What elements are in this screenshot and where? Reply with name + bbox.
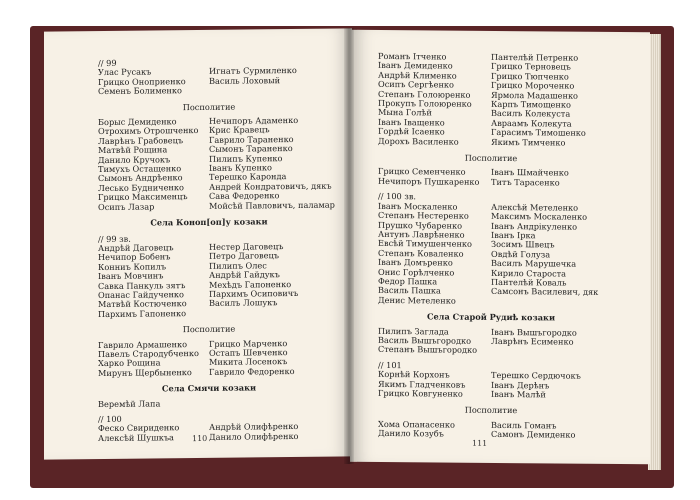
name-entry: Степанъ Вышъгородко: [378, 344, 478, 356]
name-columns: [378, 326, 604, 356]
name-column-right: [209, 66, 320, 95]
name-entry: Нестер Даговецъ: [209, 241, 284, 252]
name-entry: Авраамъ Колекута: [491, 117, 572, 129]
name-entry: Остапъ Шевченко: [209, 347, 288, 358]
name-column-left: [98, 243, 209, 319]
name-column-right: [209, 397, 320, 408]
subsection-heading: Посполитие: [182, 323, 236, 335]
name-entry: Грицко Терновецъ: [491, 61, 571, 73]
section-heading: Села Старой Рудиѣ козаки: [426, 311, 556, 323]
name-entry: Пилипъ Олес: [209, 259, 267, 271]
name-entry: Улас Русакъ: [98, 66, 152, 78]
name-entry: Петро Даговецъ: [209, 250, 279, 262]
subsection-heading: Посполитие: [182, 101, 236, 112]
name-entry: Зосимъ Швецъ: [491, 239, 555, 250]
name-entry: Іванъ Демиденко: [378, 60, 453, 71]
name-entry: Пилипъ Купенко: [209, 152, 283, 164]
name-entry: Лесько Будниченко: [98, 182, 184, 193]
section-heading: Села Смячи козаки: [161, 382, 257, 394]
name-entry: Сава Федоренко: [209, 190, 280, 202]
book-gutter: [344, 28, 354, 464]
archive-folio-mark: // 101: [378, 359, 402, 370]
name-entry: Іванъ Ірка: [491, 229, 536, 241]
name-entry: Романъ Ітченко: [378, 50, 447, 62]
name-entry: Онис Горѣлченко: [378, 266, 455, 278]
name-entry: Нечипор Бобенъ: [98, 251, 171, 263]
name-column-right: [491, 53, 604, 148]
name-entry: Овдѣй Голуза: [491, 248, 551, 260]
name-entry: Титъ Тарасенко: [491, 176, 560, 188]
name-column-left: [378, 326, 491, 355]
name-entry: Гаврило Федоренко: [209, 365, 295, 377]
name-entry: Лаврѣнъ Есименко: [491, 335, 574, 347]
name-columns: [98, 66, 320, 97]
name-entry: Андрѣй Гайдукъ: [209, 269, 280, 281]
name-entry: Грицко Семенченко: [378, 166, 466, 178]
name-entry: Якимъ Тимченко: [491, 136, 566, 148]
name-entry: Андрѣй Даговецъ: [98, 242, 174, 253]
name-entry: Василъ Колекуста: [491, 108, 571, 120]
name-entry: Пархимъ Осиповичъ: [209, 287, 299, 299]
name-entry: Іванъ Дерѣнъ: [491, 379, 550, 391]
name-entry: Гордѣй Ісаенко: [378, 126, 445, 137]
name-entry: Степанъ Нестеренко: [378, 210, 469, 221]
name-entry: Василъ Лошукъ: [209, 297, 278, 309]
name-entry: Сымонъ Тараненко: [209, 143, 293, 155]
name-entry: Прушко Чубаренко: [378, 219, 463, 231]
name-entry: Грицко Оноприенко: [98, 75, 186, 87]
name-entry: Іванъ Купенко: [209, 162, 272, 173]
name-entry: Василь Вышъгородко: [378, 334, 472, 346]
name-column-left: [378, 202, 491, 306]
name-entry: Данило Олифѣренко: [209, 430, 299, 442]
name-columns: [378, 420, 604, 441]
name-column-left: [98, 398, 209, 409]
name-entry: Матвѣй Рощина: [98, 144, 168, 156]
name-columns: [378, 52, 604, 148]
name-entry: Мехѣдъ Гапоненко: [209, 278, 292, 290]
name-entry: Мойсѣй Павловичъ, паламар: [209, 199, 335, 211]
name-entry: Гарасимъ Тимошенко: [491, 127, 586, 138]
name-entry: Іванъ Мовчинъ: [98, 270, 164, 282]
name-entry: Андрей Кондратовичъ, дякъ: [209, 180, 332, 192]
name-entry: Прокупъ Голоюренко: [378, 97, 472, 109]
name-columns: [378, 370, 604, 400]
name-entry: Матвѣй Костюченко: [98, 298, 187, 310]
name-entry: Грицко Мороченко: [491, 80, 575, 91]
name-entry: Степанъ Голоюренко: [378, 88, 471, 100]
name-entry: Василь Пашка: [378, 285, 441, 296]
name-column-left: [378, 52, 491, 147]
name-entry: Осипъ Сергѣенко: [378, 79, 454, 90]
name-entry: Павелъ Стародубченко: [98, 347, 199, 360]
name-column-right: [209, 422, 320, 442]
name-entry: Лаврѣнъ Грабовецъ: [98, 134, 184, 146]
name-entry: Кирило Староста: [491, 267, 567, 279]
name-entry: Нечипоръ Адаменко: [209, 114, 299, 126]
name-entry: Пантелѣй Петренко: [491, 51, 579, 63]
name-columns: [98, 114, 335, 212]
name-column-right: [491, 168, 604, 188]
name-column-left: [378, 420, 491, 440]
name-entry: Пилипъ Заглада: [378, 325, 449, 337]
archive-folio-mark: // 99 зв.: [98, 233, 131, 244]
name-entry: Федор Пашка: [378, 275, 438, 287]
name-entry: Самсонъ Василевич, дяк: [491, 286, 599, 298]
name-entry: Іванъ Домъренко: [378, 257, 453, 268]
name-entry: Сымонъ Андрѣенко: [98, 172, 183, 184]
name-entry: Іванъ Вышъгородко: [491, 326, 577, 338]
name-entry: Василь Гоманъ: [491, 419, 557, 431]
name-entry: Грицко Ковгуненко: [378, 387, 463, 399]
name-column-right: [209, 338, 320, 377]
left-page: [44, 28, 352, 459]
name-column-left: [98, 117, 209, 212]
name-entry: Конниъ Копилъ: [98, 261, 167, 272]
name-entry: Андрѣй Олифѣренко: [209, 421, 299, 433]
name-entry: Грицко Максименцъ: [98, 191, 188, 203]
name-entry: Микита Лосенокъ: [209, 356, 288, 368]
name-entry: Іванъ Москаленко: [378, 200, 458, 212]
name-entry: Денис Метеленко: [378, 294, 456, 306]
name-entry: Осипъ Лазар: [98, 201, 155, 212]
name-entry: Савка Панкуль зятъ: [98, 279, 186, 291]
name-entry: Евсѣй Тимушенченко: [378, 238, 472, 250]
name-column-left: [378, 167, 491, 187]
name-columns: [98, 242, 320, 320]
name-entry: Корнѣй Корхонъ: [378, 369, 450, 380]
name-column-right: [491, 371, 604, 400]
name-entry: Карпъ Тимощенко: [491, 98, 571, 110]
archive-folio-mark: // 100 зв.: [378, 191, 417, 202]
name-columns: [378, 202, 604, 307]
name-entry: Опанас Гайдученко: [98, 289, 184, 300]
name-columns: [98, 422, 320, 443]
subsection-heading: Посполитие: [464, 152, 518, 164]
right-page-number: 111: [472, 438, 488, 448]
name-columns: [98, 338, 320, 378]
name-entry: Нечипоръ Пушкаренко: [378, 175, 480, 187]
name-entry: Мирунъ Щербыненко: [98, 366, 192, 378]
name-column-right: [491, 421, 604, 441]
name-entry: Степанъ Коваленко: [378, 247, 464, 259]
name-entry: Веремѣй Лапа: [98, 397, 161, 409]
name-entry: Дорохъ Василенко: [378, 135, 459, 147]
name-column-left: [98, 67, 209, 96]
name-entry: Грицко Марченко: [209, 337, 288, 349]
name-entry: Василъ Марушечка: [491, 258, 577, 269]
name-entry: Отрохимъ Отрошченко: [98, 125, 199, 137]
name-entry: Якимъ Гладченковъ: [378, 378, 466, 390]
name-entry: Мына Голѣй: [378, 107, 432, 118]
name-entry: Тимухъ Остащенко: [98, 163, 182, 175]
name-entry: Данило Кручокъ: [98, 153, 171, 165]
name-column-left: [378, 370, 491, 399]
name-entry: Хома Опанасенко: [378, 418, 455, 430]
right-page-text: [378, 52, 604, 441]
name-entry: Феско Свириденко: [98, 422, 180, 434]
name-entry: Борыс Демиденко: [98, 116, 177, 128]
name-entry: Игнатъ Сурмиленко: [209, 65, 297, 77]
name-entry: Самонъ Демиденко: [491, 429, 576, 440]
name-columns: [98, 397, 320, 409]
name-entry: Пархимъ Гапоненко: [98, 307, 187, 319]
name-column-right: [491, 203, 604, 307]
name-column-right: [491, 327, 604, 356]
name-column-left: [98, 339, 209, 378]
name-column-right: [209, 114, 335, 211]
name-entry: Грицко Тюпченко: [491, 70, 569, 82]
name-entry: Іванъ Іващенко: [378, 116, 445, 128]
name-entry: Семенъ Болименко: [98, 85, 182, 97]
archive-folio-mark: // 99: [98, 57, 117, 69]
name-entry: Антунъ Лаврѣненко: [378, 228, 465, 240]
subsection-heading: Посполитие: [464, 405, 518, 416]
name-entry: Алексѣй Шушкъа: [98, 432, 174, 443]
name-entry: Максимъ Москаленко: [491, 211, 588, 222]
name-entry: Харко Рощина: [98, 357, 161, 369]
right-page: [350, 30, 650, 465]
name-columns: [378, 167, 604, 188]
name-entry: Іванъ Малѣй: [491, 388, 546, 400]
name-entry: Ярмола Мадашенко: [491, 89, 578, 101]
name-entry: Гаврило Армашенко: [98, 338, 187, 350]
name-entry: Терешко Каронда: [209, 171, 287, 183]
section-heading: Села Коноп[оп]у козаки: [150, 216, 268, 228]
name-entry: Данило Козубъ: [378, 428, 444, 439]
name-column-right: [209, 242, 320, 318]
left-page-text: [98, 51, 335, 444]
name-entry: Пантелѣй Коваль: [491, 276, 567, 288]
name-entry: Іванъ Шмайченко: [491, 167, 569, 179]
name-entry: Алексѣй Метеленко: [491, 201, 579, 213]
archive-folio-mark: // 100: [98, 413, 122, 425]
name-entry: Гаврило Тараненко: [209, 133, 294, 145]
name-entry: Крис Кравецъ: [209, 124, 270, 136]
name-entry: Іванъ Андрікуленко: [491, 220, 578, 232]
left-page-number: 110: [192, 433, 208, 444]
name-entry: Андрѣй Клименко: [378, 69, 457, 81]
name-entry: Терешко Сердючокъ: [491, 370, 581, 381]
name-entry: Василь Лоховый: [209, 74, 281, 86]
